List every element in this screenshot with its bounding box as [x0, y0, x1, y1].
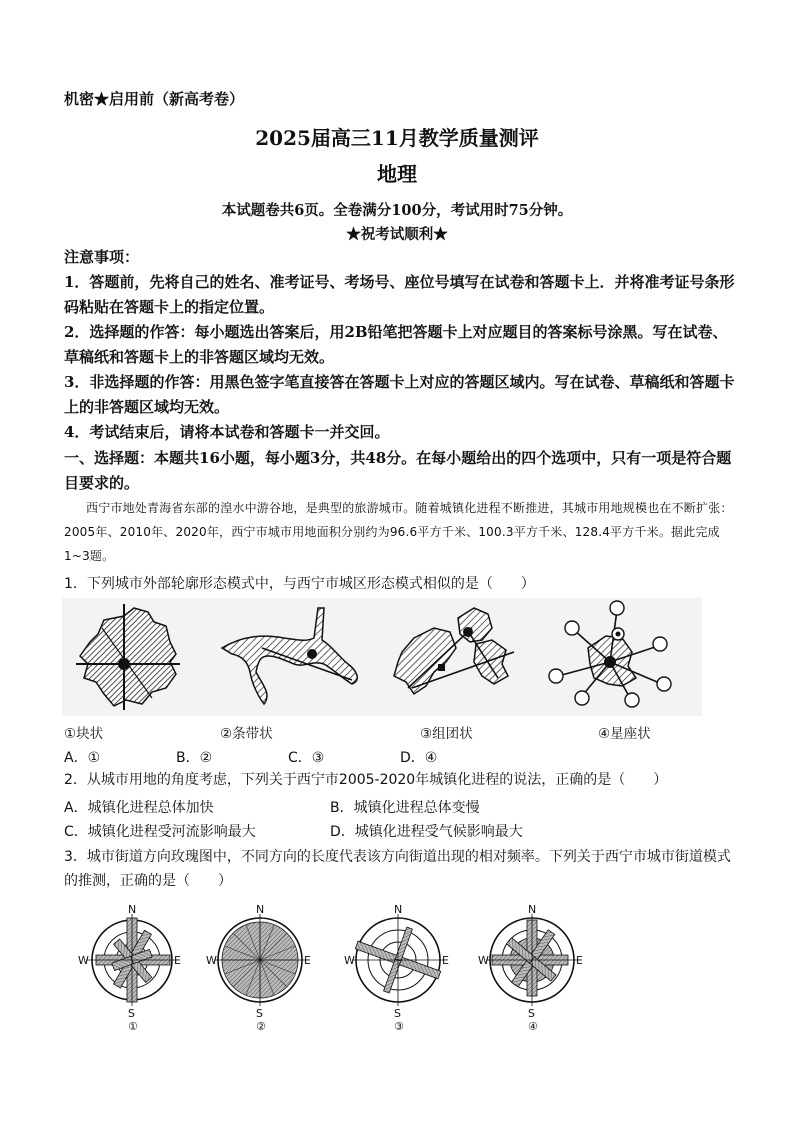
- q1-option-b[interactable]: B．②: [176, 750, 213, 766]
- street-rose-1: [86, 914, 178, 1006]
- note-item-2: 2．选择题的作答：每小题选出答案后，用2B铅笔把答题卡上对应题目的答案标号涂黑。写在试卷、草稿纸和答题卡上的非答题区域均无效。: [64, 323, 728, 366]
- q2-option-b[interactable]: B．城镇化进程总体变慢: [330, 800, 480, 816]
- q2-option-a[interactable]: A．城镇化进程总体加快: [64, 800, 214, 816]
- note-item-4: 4．考试结束后，请将本试卷和答题卡一并交回。: [64, 423, 390, 441]
- street-rose-4: [486, 914, 578, 1006]
- rose1-e: E: [174, 954, 181, 967]
- caption-constellation: ④星座状: [598, 726, 651, 742]
- q1-option-c[interactable]: C．③: [288, 750, 325, 766]
- rose2-s: S: [256, 1007, 263, 1020]
- city-form-figures: [62, 598, 702, 716]
- q2-option-d[interactable]: D．城镇化进程受气候影响最大: [330, 824, 523, 840]
- confidential-label: 机密★启用前（新高考卷）: [64, 90, 245, 108]
- q2-option-c[interactable]: C．城镇化进程受河流影响最大: [64, 824, 256, 840]
- street-rose-figures: [70, 902, 590, 1032]
- note-item-1: 1．答题前，先将自己的姓名、准考证号、考场号、座位号填写在试卷和答题卡上．并将准考证号条形码粘贴在答题卡上的指定位置。: [64, 273, 735, 316]
- q1-option-d[interactable]: D．④: [400, 750, 438, 766]
- rose3-w: W: [344, 954, 355, 967]
- exam-title: 2025届高三11月教学质量测评: [255, 126, 539, 150]
- rose3-label: ③: [394, 1020, 404, 1033]
- rose3-s: S: [394, 1007, 401, 1020]
- material-text: 西宁市地处青海省东部的湟水中游谷地，是典型的旅游城市。随着城镇化进程不断推进，其城市用地规模也在不断扩张：2005年、2010年、2020年，西宁市城市用地面积分别约为96.6平方千米、100.3平方千米、128.4平方千米。据此完成1~3题。: [64, 501, 733, 563]
- rose2-label: ②: [256, 1020, 266, 1033]
- question-2-stem: 2．从城市用地的角度考虑，下列关于西宁市2005-2020年城镇化进程的说法，正确的是（ ）: [64, 772, 668, 788]
- q1-option-a[interactable]: A．①: [64, 750, 101, 766]
- rose2-n: N: [256, 903, 265, 916]
- question-1-stem: 1．下列城市外部轮廓形态模式中，与西宁市城区形态模式相似的是（ ）: [64, 576, 535, 592]
- note-item-3: 3．非选择题的作答：用黑色签字笔直接答在答题卡上对应的答题区域内。写在试卷、草稿纸和答题卡上的非答题区域均无效。: [64, 373, 735, 416]
- section-heading: 一、选择题：本题共16小题，每小题3分，共48分。在每小题给出的四个选项中，只有一项是符合题目要求的。: [64, 449, 732, 492]
- rose2-w: W: [206, 954, 217, 967]
- rose3-e: E: [442, 954, 449, 967]
- rose4-s: S: [528, 1007, 535, 1020]
- question-3-stem: 3．城市街道方向玫瑰图中，不同方向的长度代表该方向街道出现的相对频率。下列关于西宁市城市街道模式的推测，正确的是（ ）: [64, 849, 731, 889]
- street-rose-2: [214, 914, 306, 1006]
- caption-block: ①块状: [64, 726, 104, 742]
- rose2-e: E: [304, 954, 311, 967]
- rose4-w: W: [478, 954, 489, 967]
- caption-cluster: ③组团状: [420, 726, 473, 742]
- rose1-w: W: [78, 954, 89, 967]
- exam-info: 本试题卷共6页。全卷满分100分，考试用时75分钟。: [221, 202, 573, 219]
- good-luck: ★祝考试顺利★: [346, 226, 448, 243]
- rose4-label: ④: [528, 1020, 538, 1033]
- rose4-n: N: [528, 903, 537, 916]
- caption-band: ②条带状: [220, 726, 273, 742]
- rose1-label: ①: [128, 1020, 138, 1033]
- subject-title: 地理: [377, 162, 417, 186]
- rose4-e: E: [576, 954, 583, 967]
- notes-heading: 注意事项：: [64, 248, 140, 266]
- street-rose-3: [352, 914, 444, 1006]
- rose3-n: N: [394, 903, 403, 916]
- rose1-n: N: [128, 903, 137, 916]
- rose1-s: S: [128, 1007, 135, 1020]
